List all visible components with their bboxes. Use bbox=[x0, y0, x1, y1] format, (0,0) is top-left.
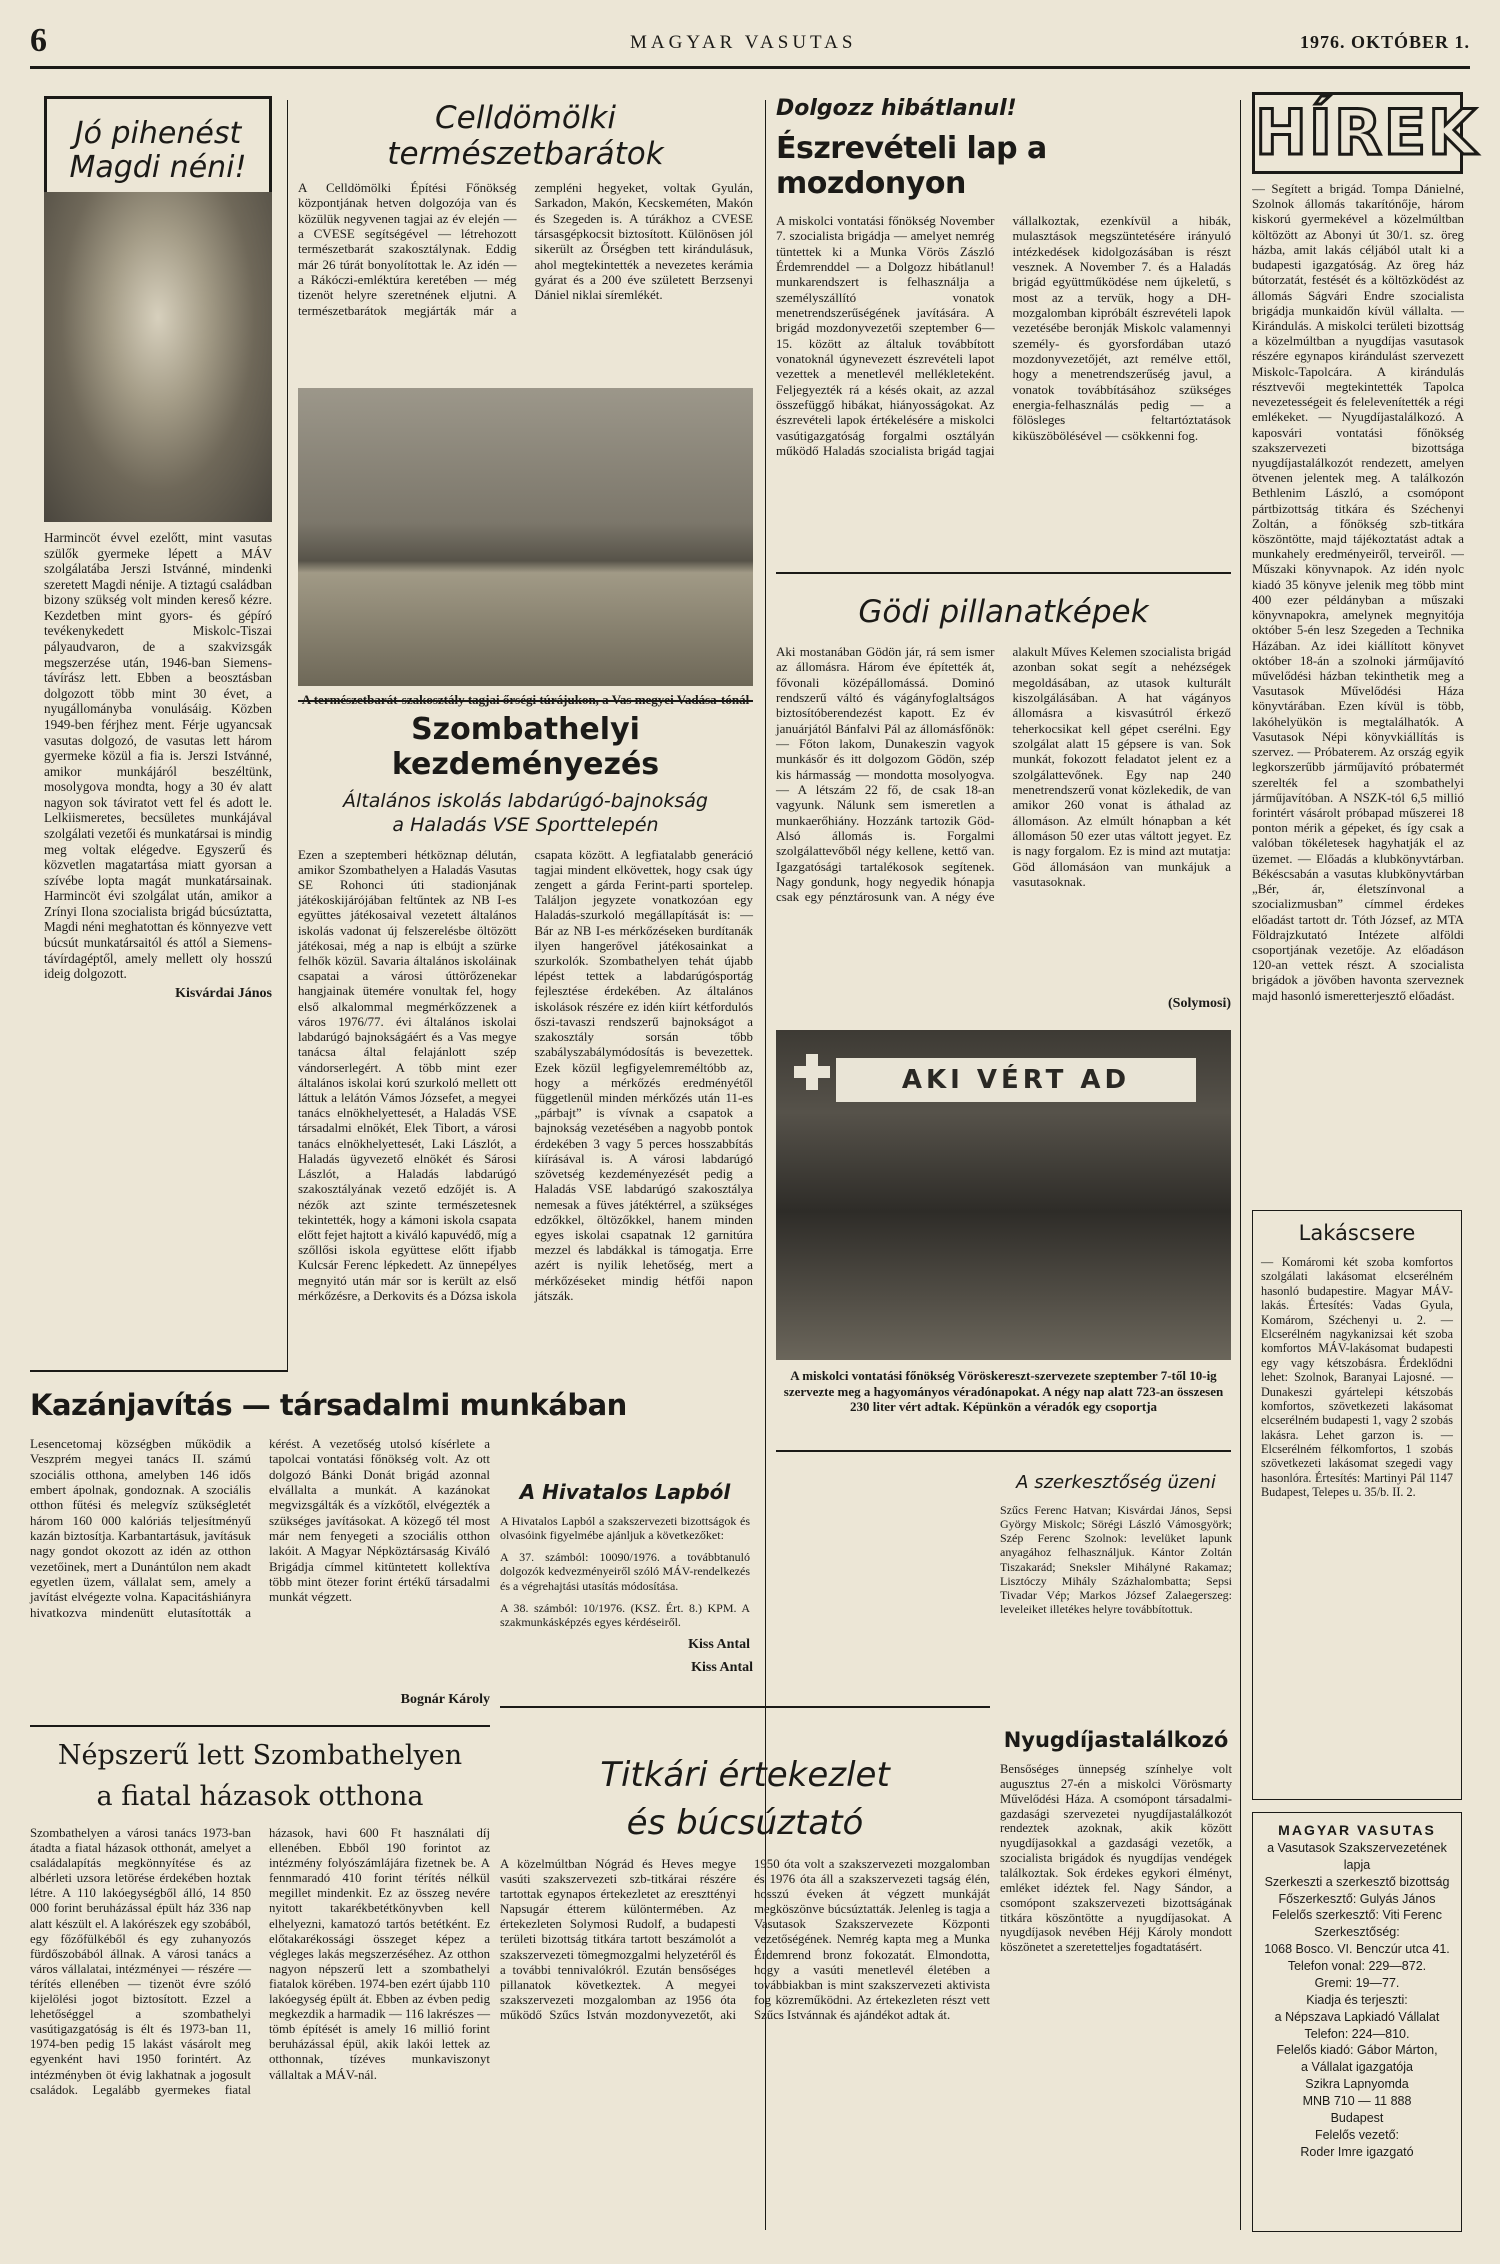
celldomolk-title: Celldömölki természetbarátok bbox=[387, 100, 664, 172]
nepszeru-body: Szombathelyen a városi tanács 1973-ban átadta a fiatal házasok otthonát, amelyet a családalapítás megkönnyítése és az albérleti uzsora letörése érdekében hoztak létre. A 110 lakóegységből álló, 14 850 000 forint beruházással épült ház 336 nap alatt készült el. A lakórészek egy szobából, egy főzőfülkéből és egy zuhanyozós fürdőszobából állnak. A városi tanács a város vállalatai, intézményei — részére — térítés ellenében — tizenöt évre szóló kijelölési jogot biztosított. Ezzel a lehetőséggel a szombathelyi vasútigazgatóság is élt és 1973-ban 11, 1974-ben pedig 15 lakást vásárolt meg egyenként havi 1950 forintért. Az intézményben öt évig lakhatnak a jogosult családok. Legalább gyermekes fiatal házasok, havi 600 Ft használati díj ellenében. Ebből 190 forintot az intézmény folyószámlájára fizetnek be. A fennmaradó 410 forint térítés nélkül megillet mindenkit. Ez az összeg nevére nyitott takarékbetétkönyvben kell elhelyezni, kamatozó tartós betétként. Ez előtakarékossági összeget képez a végleges lakás megszerzéséhez. Az otthon nagyon népszerű lett a szombathelyi fiatalok körében. 1974-ben ezért újabb 110 lakóegység épült át. Ebben az évben pedig megkezdik a harmadik — 116 lakrészes — tömb építését is amely 16 millió forint beruházással épül, akik lakói lettek az otthonnak, tízéves munkaviszonyt vállaltak a MÁV-nál. bbox=[30, 1826, 490, 2097]
lakascsere-body: — Komáromi két szoba komfortos szolgálati lakásomat elcserélném hasonló budapestire. Magyar MÁV-lakás. Értesítés: Vadas Gyula, Komárom, Széchenyi u. 2. — Elcserélném nagykanizsai két szoba komfortos MÁV-lakásomat budapesti egy vagy kétszobásra. Érdeklődni lehet: Szolnok, Baranyai Lajosné. — Dunakeszi gyártelepi kétszobás komfortos, szövetkezeti lakásomat elcserélném budapesti 1, vagy 2 szobás lakásra. Lehet garzon is. — Elcserélném félkomfortos, 1 szobás szövetkezeti lakásomat szegedi vagy hasonlóra. Értesítés: Martinyi Pál 1147 Budapest, Telepes u. 35/b. II. 2. bbox=[1261, 1255, 1453, 1500]
eszreveteli-kicker: Dolgozz hibátlanul! bbox=[776, 96, 1017, 121]
nature-group-photo bbox=[298, 388, 753, 686]
kazan-title: Kazánjavítás — társadalmi munkában bbox=[30, 1388, 627, 1422]
imprint-title: MAGYAR VASUTAS bbox=[1278, 1822, 1436, 1838]
godi-article bbox=[776, 580, 1231, 1012]
imprint-line: Kiadja és terjeszti: bbox=[1306, 1992, 1408, 2007]
godi-title: Gödi pillanatképek bbox=[858, 594, 1149, 630]
section-rule bbox=[500, 1706, 990, 1708]
section-rule bbox=[776, 572, 1231, 574]
titkari-title-1: Titkári értekezlet bbox=[600, 1755, 890, 1795]
uzeni-body: Szűcs Ferenc Hatvan; Kisvárdai János, Sepsi György Miskolc; Sörégi László Vámosgyörk; Szép Ferenc Szolnok: levelüket lapunk anyagához felhasználjuk. Kántor Zoltán Tiszakarád; Sneksler Mihályné Rakamaz; Lisztóczy Mihály Százhalombatta; Sepsi Tivadar Vép; Markos József Zalaegerszeg: leveleiket illetékes helyre továbbítottuk. bbox=[1000, 1503, 1232, 1617]
imprint-line: Szikra Lapnyomda bbox=[1305, 2077, 1409, 2092]
titkari-body: A közelmúltban Nógrád és Heves megye vasúti szakszervezeti szb-titkárai részére tartottak egynapos értekezletet az ereszttényi Napsugár étterem különtermében. Az értekezleten Solymosi Rudolf, a budapesti területi bizottság titkára tartott beszámolót a szakszervezeti tömegmozgalmi helyzetéről és a további tennivalókról. Ezután bensőséges pillanatok következtek. A megyei szakszervezeti mozgalomban az 1956 óta működő Szűcs István mozdonyvezetőt, aki 1950 óta volt a szakszervezeti mozgalomban és 1976 óta áll a szakszervezeti tagság élén, hosszú éveken át végzett munkáját megköszönve búcsúztatták. Jelenleg is tagja a Vasutasok Szakszervezete Központi vezetőségének. Nemrég kapta meg a Munka Érdemrend bronz fokozatát. Elmondotta, hogy a vasúti menetlevél életében a továbbiakban is mint szakszervezeti aktivista fog közreműködni. Az értekezleten részt vett Szűcs Istvánnak és ajándékot adtak át. bbox=[500, 1857, 990, 2022]
eszreveteli-article bbox=[776, 96, 1231, 553]
imprint-line: MNB 710 — 11 888 bbox=[1302, 2094, 1412, 2109]
section-rule bbox=[298, 700, 753, 702]
titkari-title-2: és búcsúztató bbox=[626, 1803, 864, 1843]
imprint-line: Felelős vezető: bbox=[1314, 2127, 1400, 2142]
lapbol-text1: A Hivatalos Lapból a szakszervezeti bizottságok és olvasóink figyelmébe ajánljuk a következőket: bbox=[500, 1514, 750, 1543]
godi-body: Aki mostanában Gödön jár, rá sem ismer az állomásra. Három éve építették át, fővonali középállomássá. Dominó rendszerű váltó és vágányfoglaltságos biztosítóberendezést kapott. Ez év januárjától Bánfalvi Pál az állomásfőnök: — Főton lakom, Dunakeszin vagyok munkásőr és itt dolgozom Gödön, szép kis hármasság — mondotta mosolyogva. — A létszám 22 fő, de csak 18-an vagyunk. Nálunk sem ismeretlen a munkaerőhiány. Hozzánk tartozik Göd-Alsó állomás is. Forgalmi szolgálattevőből négy kellene, kettő van. Igazgatósági tartalékosok segítenek. Nagy gondunk, hogy negyedik hónapja csak egy pénztárosunk van. A négy éve alakult Műves Kelemen szocialista brigád azonban sokat segít a nehézségek megoldásában, az utasok kulturált kiszolgálásában. A hat vágányos állomásra a kisvasútról érkező teherkocsikat kell gépet cserélni. Egy szolgálat alatt 15 gépsere is van. Sok munkát, fokozott feladatot jelent ez a szolgálattevőnek. Egy nap 240 menetrendszerű vonat közlekedik, de van amikor 260 vonat is áthalad az állomáson. Az elmúlt hónapban a két állomáson 50 ezer utas váltott jegyet. Ez is nagy forgalom. Ez is mind azt mutatja: Göd állomásáon van munkájuk a vasutasoknak. bbox=[776, 644, 1231, 905]
imprint-box bbox=[1252, 1812, 1462, 2232]
nepszeru-article bbox=[30, 1740, 490, 2226]
issue-date: 1976. OKTÓBER 1. bbox=[1299, 32, 1470, 52]
nyugdijas-article bbox=[1000, 1728, 1232, 1955]
celldomolk-body: A Celldömölki Építési Főnökség központjának hetven dolgozója van és közülük negyvenen tagjai az év elején — a CVESE segítségével — létrehozott természetbarát szakosztálynak. Eddig már 26 túrát bonyolítottak le. Az idén — a Rákóczi-emléktúra keretében — még tizenöt helyre szeretnének eljutni. A természetbarátok megjárták már a zempléni hegyeket, voltak Gyulán, Sarkadon, Makón, Kecskeméten, Makón és Szegeden is. A túrákhoz a CVESE társasgépkocsit biztosított. Különösen jól sikerült az Őrségben tett kirándulásuk, ahol megtekintették a nevezetes kerámia gyárat és a 200 éve született Berzsenyi Dániel niklai síremlékét. bbox=[298, 180, 753, 318]
kazan-byline: Bognár Károly bbox=[400, 1692, 490, 1707]
szombathely-title: Szombathelyi kezdeményezés bbox=[391, 712, 660, 782]
magdi-body: Harmincöt évvel ezelőtt, mint vasutas szülők gyermeke lépett a MÁV szolgálatába Jerszi Istvánné, mindenki szeretett Magdi nénije. A tiztagú családban bizony szükség volt minden kereső kézre. Kezdetben mint gyors- és gépíró tevékenykedett Miskolc-Tiszai pályaudvaron, de a szakvizsgák megszerzése után, 1946-ban Siemens-távírász lett. Ebben a beosztásban dolgozott több mint 30 évet, a nyugállományba vonulásáig. Közben 1949-ben férjhez ment. Férje ugyancsak vasutas dolgozó, de vasutas lett három gyermeke közül a fia is. Jerszi Istvánné, amikor munkájáról beszéltünk, mosolygova mondta, hogy a 30 év alatt nagyon sok táviratot vett fel és adott le. Lelkiismeretes, becsületes munkájával szolgálati vezetői és munkatársai is mindig meg voltak elégedve. Egyszerű és közvetlen magatartása miatt gyorsan a szívébe lopta magát munkatársainak. Harmincöt évi szolgálat után, amikor a Zrínyi Ilona szocialista brigád búcsúztatta, Magdi néni meghatottan és könnyezve vett búcsút munkatársaitól és attól a Siemens-távírdagéptől, amely mellett oly hosszú ideig dolgozott. bbox=[44, 530, 272, 982]
imprint-line: Felelős szerkesztő: Viti Ferenc bbox=[1272, 1908, 1442, 1923]
imprint-line: Gremi: 19—77. bbox=[1314, 1975, 1400, 1990]
magdi-article bbox=[44, 96, 272, 1002]
eszreveteli-title: Észrevételi lap a mozdonyon bbox=[776, 131, 1047, 201]
section-rule bbox=[776, 1450, 1231, 1452]
celldomolk-article bbox=[298, 100, 753, 708]
column-divider bbox=[1240, 100, 1241, 2230]
imprint-line: Telefon vonal: 229—872. bbox=[1287, 1959, 1427, 1974]
lapbol-text2: A 37. számból: 10090/1976. a továbbtanuló dolgozók kedvezményeiről szóló MÁV-rendelkezés és a végrehajtási utasítás módosítása. bbox=[500, 1550, 750, 1593]
eszreveteli-body: A miskolci vontatási főnökség November 7. szocialista brigádja — amelyet nemrég tüntettek ki a Munka Vörös Zászló Érdemrenddel — a Dolgozz hibátlanul! munkarendszert is felhasználja a személyszállító vonatok menetrendszerűségének javítására. A brigád mozdonyvezetői szeptember 6—15. között az általuk továbbított vonatoknál úgynevezett észrevételi lapot vezettek a menetlevél mellékleteként. Feljegyezték rá a késés okait, az azzal összefüggő hibákat, hiányosságokat. Az észrevételi lapok értékelésére a miskolci vasútigazgatóság forgalmi osztályán működő Haladás szocialista brigád tagjai vállalkoztak, ezenkívül a hibák, mulasztások megszüntetésére irányuló intézkedések kidolgozásában is részt vesznek. A November 7. és a Haladás brigád együttműködése nem újkeletű, s most az a tervük, hogy a DH-mozgalomban kipróbált észrevételi lapok vezetésébe beronják Miskolc valamennyi személy- és gyorsfordában utazó mozdonyvezetőjét, azt remélve ettől, hogy a menetrendszerűség javul, a vonatok továbbításához szükséges energia-felhasználás pedig — a fölösleges feltartóztatások kiküszöbölésével — csökkenni fog. bbox=[776, 213, 1231, 458]
lapbol-text3: A 38. számból: 10/1976. (KSZ. Ért. 8.) KPM. A szakmunkásképzés egyes kérdéseiről. bbox=[500, 1600, 750, 1629]
magdi-byline: Kisvárdai János bbox=[175, 985, 272, 1001]
paper-name: MAGYAR VASUTAS bbox=[630, 32, 857, 53]
hirek-body: — Segített a brigád. Tompa Dánielné, Szolnok állomás takarítónője, három kiskorú gyermekével a közelmúltban költözött az Abonyi út 30/1. sz. öreg házba, amit lakás céljából utalt ki a budapesti igazgatóság. Az öreg ház bútorzatát, festését és a költözködést az állomás Ságvári Endre szocialista brigádja munkaidőn kívül vállalta. — Kirándulás. A miskolci területi bizottság a közelmúltban a nyugdíjas vasutasok részére egynapos kirándulást szervezett Miskolc-Tapolcára. A kirándulás résztvevői megtekintették Tapolca nevezetességeit és felelevenítették a régi emlékeket. — Nyugdíjastalálkozó. A kaposvári vontatási főnökség szakszervezeti bizottsága nyugdíjastalálkozót rendezett, amelyen ötvenen jelentek meg. A találkozón Bethlenim László, a csomópont pártbizottság titkára és Széchenyi Zoltán, a főnökség szb-titkára köszöntötte, majd tájékoztatást adtak a munkahely eredményeiről, terveiről. — Műszaki könyvnapok. Az idén nyolc kiadó 35 könyve jelenik meg több mint 400 ezer példányban a műszaki könyvnapokra, amelynek megnyitója október 5-én lesz Szegeden a Technika Házában. Az idei kiállított könyvet október 18-án a szolnoki járműjavító művelődési házban tekinthetik meg a Vasutasok Művelődési Háza könyvtárában. Ezen kívül is több, lakóhelyükön is megtalálhatók. A Vasutasok Népi könyvkiállítás is szervez. — Próbaterem. Az ország egyik legkorszerűbb járműjavító próbatermét szerelték fel a szombathelyi járműjavítóban. A NSZK-tól 6,5 millió forintért vásárolt próbapad műszerei 18 ponton mérik a gépeket, és így csak a valóban tökéletesek hagyhatják el az üzemet. — Előadás a klubkönyvtárban. Békéscsabán a vasutas klubkönyvtárban „Bér, ár, életszínvonal a szocializmusban” címmel érdekes előadást tartott dr. Tóth József, az MTA Földrajzkutató Intézete alföldi csoportjának vezetője. Az előadáson 120-an vettek részt. A szocialista brigádok a jövőben havonta szerveznek majd hasonló ismeretterjesztő előadást. bbox=[1252, 182, 1464, 1003]
lapbol-title: A Hivatalos Lapból bbox=[519, 1480, 731, 1504]
imprint-line: 1068 Bosco. VI. Benczúr utca 41. bbox=[1264, 1942, 1450, 1957]
imprint-line: Főszerkesztő: Gulyás János bbox=[1278, 1891, 1436, 1906]
imprint-line: Telefon: 224—810. bbox=[1304, 2026, 1410, 2041]
hirek-logo: HÍREK bbox=[1252, 92, 1463, 174]
lakascsere-title: Lakáscsere bbox=[1298, 1221, 1416, 1245]
column-divider bbox=[287, 100, 288, 1370]
nyugdijas-title: Nyugdíjastalálkozó bbox=[1003, 1728, 1229, 1752]
masthead bbox=[30, 22, 1470, 62]
titkari-article bbox=[500, 1755, 990, 2187]
masthead-rule bbox=[30, 66, 1470, 69]
section-rule bbox=[30, 1725, 490, 1727]
veradas-caption: A miskolci vontatási főnökség Vöröskereszt-szervezete szeptember 7-től 10-ig szervezte meg a hagyományos véradónapokat. A négy nap alatt 723-an összesen 230 liter vért adtak. Képünkön a véradók egy csoportja bbox=[783, 1368, 1224, 1415]
szombathely-body: Ezen a szeptemberi hétköznap délután, amikor Szombathelyen a Haladás Vasutas SE Rohonci úti stadionjának játékoskijárójában feltűntek az NB I-es együttes játékosaival vezetett általános iskolás vadonat új felszerelésbe öltözött játékosai, még a nap is elbújt a szürke felhők közül. Savaria általános iskoláinak csapatai a városi úttörőzenekar hangjainak ütemére vonultak fel, hogy első alkalommal megmérkőzzenek a város 1976/77. évi általános iskolai labdarúgó bajnokságáért és a Vas megye tanácsa által felajánlott szép vándorserlegért. A több mint ezer általános iskolai korú szurkoló mellett ott láttuk a lelátón Vámos Józsefet, a megyei tanács elnökhelyettesét, a Haladás VSE társadalmi elnökét, Elek Tibort, a városi tanács elnökhelyettesét, Laki Lászlót, a Haladás ügyvezető elnökét és Sárosi Lászlót, a Haladás labdarúgó szakosztályának vezető edzőjét is. A nézők azt szinte természetesnek tekintették, hogy a kámoni iskola csapata előtt fejet hajtott a kiváló kapuvédő, míg a szőllősi iskola együttese előtt ifjabb Kulcsár Ferenc lépkedett. Az ünnepélyes megnyitó után már sor is került az első mérkőzésre, a Derkovits és a Dózsa iskola csapata között. A legfiatalabb generáció tagjai mindent elkövettek, hogy csak úgy zengett a gárda Ferint-parti sportelep. Találjon jegyzete vonatkozóan egy Haladás-szurkoló megállapítását is: — Bár az NB I-es mérkőzéseken burdítanák ilyen hangerővel játékosainkat a szurkolók. Szombathelyen tehát újabb lépést tettek a labdarúgósportág fejlesztése érdekében. Az általános iskolások részére ez idén kiírt kétfordulós őszi-tavaszi rendszerű bajnokságot a szakosztály sorsán tőbb szabályszabálymódosítás is bevezettek. Ezek közül legfigyelemreméltóbb az, hogy a mérkőzés eredményétől függetlenül minden mérkőzés után 11-es „párbajt” is vívnak a csapatok a bajnokság vezetésében a nagyobb pontok érdekében 3 vagy 5 perces hosszabbítás kiírásával is. A városi labdarúgó szövetség kezdeményezését pedig a Haladás VSE labdarúgó szakosztálya nemesak a füves játéktérrel, a szükséges edzőkkel, öltözőkkel, hanem minden egyes iskolai csapatnak 12 garnitúra mezzel és labdákkal is támogatja. Erre azért is nyilik lehetőség, mert a mérkőzéseket mindig hétfői napon játszák. bbox=[298, 847, 753, 1303]
imprint-line: a Népszava Lapkiadó Vállalat bbox=[1274, 2009, 1440, 2024]
imprint-line: Szerkesztőség: bbox=[1314, 1925, 1400, 1940]
lapbol-byline: Kiss Antal bbox=[688, 1637, 750, 1653]
imprint-line: a Vállalat igazgatója bbox=[1301, 2060, 1413, 2075]
nepszeru-title-2: a fiatal házasok otthona bbox=[96, 1781, 424, 1812]
imprint-line: a Vasutasok Szakszervezetének lapja bbox=[1267, 1840, 1447, 1872]
nyugdijas-body: Bensőséges ünnepség színhelye volt augusztus 27-én a miskolci Vörösmarty Művelődési Háza. A csomópont társadalmi-gazdasági szervezetei nyugdíjastalálkozót rendeztek azoknak, akik között nyugdíjasokkal a gazdasági vezetők, a szocialista brigádok és nyugdíjas vendégek találkoztak. Sok érdekes egykori élményt, emléket idéztek fel. Nagy Sándor, a csomópont szakszervezeti bizottságának titkára köszöntötte a nyugdíjasokat. A nyugdíjasok nevében Héjj Károly mondott köszönetet a szeretetteljes fogadtatásért. bbox=[1000, 1762, 1232, 1955]
kazan-body: Lesencetomaj községben működik a Veszprém megyei tanács II. számú szociális otthona, amelyben 146 idős embert ápolnak, gondoznak. A szociális otthon fűtési és melegvíz szükségletét három 160 000 kalóriás teljesítményű kazán biztosítja. Karbantartásuk, javításuk nagy gondot okozott az idén az otthon vezetőinek, mert a Dunántúlon nem akadt egyetlen üzem, vállalat sem, amely a javítást elvégezte volna. Kapacitáshiányra hivatkozva mindenütt elutasították a kérést. A vezetőség utolsó kísérlete a tapolcai vontatási főnökség volt. Az ott dolgozó Bánki Donát brigád azonnal elvállalta a munkát. A kazánokat megvizsgálták és a vízkőtől, elvégezték a szükséges javításokat. A közegő tél most már nem fenyegeti a szociális otthon lakóit. A Magyar Népköztársaság Kiváló Brigádja címmel kitüntetett kollektíva több mint ötezer forint értékű társadalmi munkát végzett. bbox=[30, 1436, 490, 1620]
imprint-line: Felelős kiadó: Gábor Márton, bbox=[1276, 2043, 1438, 2058]
photo-banner: AKI VÉRT AD bbox=[836, 1058, 1196, 1102]
blood-donors-photo bbox=[776, 1030, 1231, 1360]
nepszeru-title-1: Népszerű lett Szombathelyen bbox=[57, 1740, 463, 1771]
godi-byline: (Solymosi) bbox=[1168, 996, 1231, 1011]
imprint-line: Roder Imre igazgató bbox=[1300, 2144, 1414, 2159]
magdi-title-line2: Magdi néni! bbox=[69, 150, 247, 185]
red-cross-icon bbox=[790, 1050, 834, 1094]
portrait-photo bbox=[44, 192, 272, 522]
magdi-title-line1: Jó pihenést bbox=[74, 116, 242, 151]
uzeni-article bbox=[1000, 1472, 1232, 1616]
section-rule bbox=[30, 1370, 288, 1372]
szombathely-subtitle-2: a Haladás VSE Sporttelepén bbox=[392, 813, 659, 836]
page-number: 6 bbox=[30, 22, 47, 59]
lakascsere-box bbox=[1252, 1210, 1462, 1800]
uzeni-title: A szerkesztőség üzeni bbox=[1016, 1472, 1216, 1493]
lapbol-article bbox=[500, 1480, 750, 1653]
imprint-line: Szerkeszti a szerkesztő bizottság bbox=[1264, 1874, 1450, 1889]
veradas-photo-block bbox=[776, 1030, 1231, 1415]
szombathely-subtitle-1: Általános iskolás labdarúgó-bajnokság bbox=[343, 790, 708, 812]
imprint-line: Budapest bbox=[1330, 2110, 1384, 2125]
szombathely-byline: Kiss Antal bbox=[691, 1659, 753, 1675]
